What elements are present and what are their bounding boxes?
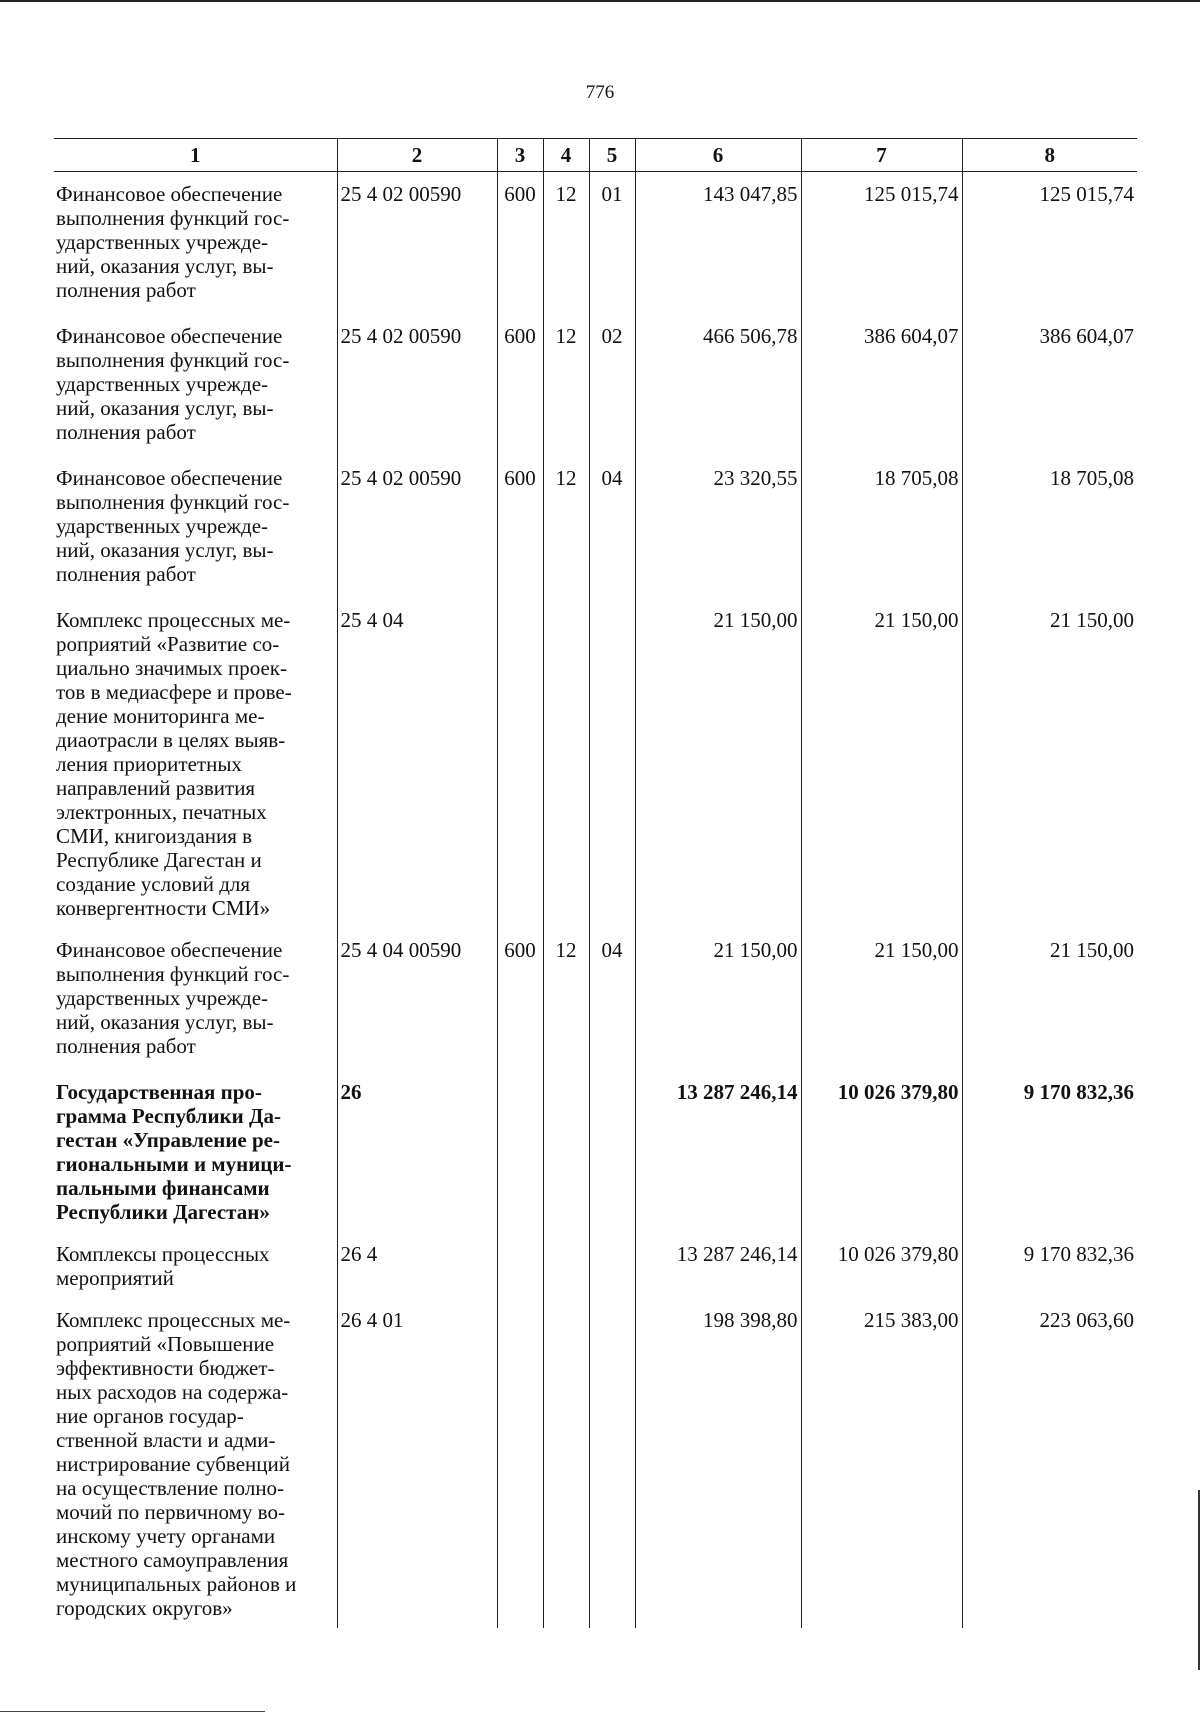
subsection: 01 (589, 172, 635, 315)
budget-code: 25 4 02 00590 (337, 314, 497, 456)
row-name (54, 172, 337, 315)
amount-col8: 9 170 832,36 (962, 1232, 1137, 1298)
row-name-line: дение мониторинга ме- (56, 704, 265, 728)
expense-type (497, 1232, 543, 1298)
row-name-line: полнения работ (56, 278, 196, 302)
row-name-line: ственной власти и адми- (56, 1428, 276, 1452)
budget-code: 25 4 04 00590 (337, 928, 497, 1070)
expense-type: 600 (497, 172, 543, 315)
row-name-line: ударственных учрежде- (56, 986, 269, 1010)
subsection (589, 598, 635, 928)
column-header: 1 (54, 139, 337, 172)
row-name-line: нистрирование субвенций (56, 1452, 290, 1476)
amount-col8: 21 150,00 (962, 598, 1137, 928)
row-name-line: пальными финансами (56, 1176, 270, 1200)
amount-col6: 198 398,80 (635, 1298, 801, 1628)
row-name (54, 1232, 337, 1298)
row-name-line: роприятий «Повышение (56, 1332, 275, 1356)
table-row (54, 928, 1137, 1070)
subsection: 04 (589, 928, 635, 1070)
row-name-line: роприятий «Развитие со- (56, 632, 280, 656)
amount-col6: 466 506,78 (635, 314, 801, 456)
row-name-line: Финансовое обеспечение (56, 182, 283, 206)
row-name-line: ления приоритетных (56, 752, 242, 776)
row-name-line: выполнения функций гос- (56, 962, 290, 986)
row-name (54, 598, 337, 928)
row-name-line: грамма Республики Да- (56, 1104, 281, 1128)
row-name-line: ударственных учрежде- (56, 514, 269, 538)
row-name-line: муниципальных районов и (56, 1572, 297, 1596)
table-row (54, 598, 1137, 928)
budget-code: 25 4 02 00590 (337, 456, 497, 598)
row-name-line: ний, оказания услуг, вы- (56, 538, 274, 562)
row-name-line: гиональными и муници- (56, 1152, 292, 1176)
section: 12 (543, 928, 589, 1070)
amount-col6: 13 287 246,14 (635, 1232, 801, 1298)
row-name-line: мочий по первичному во- (56, 1500, 285, 1524)
section (543, 1070, 589, 1232)
amount-col8: 18 705,08 (962, 456, 1137, 598)
amount-col8: 223 063,60 (962, 1298, 1137, 1628)
budget-code: 26 4 (337, 1232, 497, 1298)
row-name (54, 314, 337, 456)
expense-type: 600 (497, 314, 543, 456)
amount-col6: 23 320,55 (635, 456, 801, 598)
amount-col6: 21 150,00 (635, 928, 801, 1070)
amount-col6: 21 150,00 (635, 598, 801, 928)
row-name-line: ударственных учрежде- (56, 372, 269, 396)
row-name-line: ных расходов на содержа- (56, 1380, 289, 1404)
row-name-line: ударственных учрежде- (56, 230, 269, 254)
amount-col8: 21 150,00 (962, 928, 1137, 1070)
row-name-line: эффективности бюджет- (56, 1356, 275, 1380)
row-name-line: на осуществление полно- (56, 1476, 285, 1500)
expense-type (497, 1070, 543, 1232)
header-row (54, 139, 1137, 172)
table-row (54, 456, 1137, 598)
amount-col6: 143 047,85 (635, 172, 801, 315)
row-name-line: Государственная про- (56, 1080, 262, 1104)
amount-col8: 9 170 832,36 (962, 1070, 1137, 1232)
subsection (589, 1232, 635, 1298)
row-name-line: выполнения функций гос- (56, 348, 290, 372)
bottom-rule (0, 1711, 265, 1712)
budget-code: 26 (337, 1070, 497, 1232)
row-name-line: местного самоуправления (56, 1548, 289, 1572)
table-body (54, 172, 1137, 1629)
table-row (54, 172, 1137, 315)
budget-code: 26 4 01 (337, 1298, 497, 1628)
amount-col7: 386 604,07 (801, 314, 962, 456)
row-name-line: полнения работ (56, 1034, 196, 1058)
expense-type (497, 1298, 543, 1628)
row-name-line: ний, оказания услуг, вы- (56, 1010, 274, 1034)
row-name-line: ний, оказания услуг, вы- (56, 254, 274, 278)
budget-table (54, 138, 1137, 1628)
table-row (54, 1232, 1137, 1298)
amount-col7: 18 705,08 (801, 456, 962, 598)
row-name-line: гестан «Управление ре- (56, 1128, 280, 1152)
amount-col7: 21 150,00 (801, 928, 962, 1070)
section (543, 1232, 589, 1298)
table-row (54, 1298, 1137, 1628)
table-row (54, 1070, 1137, 1232)
row-name-line: создание условий для (56, 872, 251, 896)
amount-col7: 10 026 379,80 (801, 1070, 962, 1232)
table-row (54, 314, 1137, 456)
amount-col8: 386 604,07 (962, 314, 1137, 456)
column-header: 6 (635, 139, 801, 172)
subsection (589, 1298, 635, 1628)
row-name-line: циально значимых проек- (56, 656, 287, 680)
row-name-line: мероприятий (56, 1266, 174, 1290)
row-name-line: Комплексы процессных (56, 1242, 270, 1266)
section (543, 598, 589, 928)
amount-col6: 13 287 246,14 (635, 1070, 801, 1232)
section: 12 (543, 456, 589, 598)
row-name-line: полнения работ (56, 562, 196, 586)
row-name (54, 1298, 337, 1628)
row-name-line: выполнения функций гос- (56, 490, 290, 514)
row-name-line: выполнения функций гос- (56, 206, 290, 230)
column-header: 5 (589, 139, 635, 172)
row-name (54, 1070, 337, 1232)
subsection: 02 (589, 314, 635, 456)
column-header: 3 (497, 139, 543, 172)
subsection: 04 (589, 456, 635, 598)
amount-col7: 125 015,74 (801, 172, 962, 315)
row-name-line: тов в медиасфере и прове- (56, 680, 292, 704)
row-name-line: конвергентности СМИ» (56, 896, 271, 920)
row-name-line: Республики Дагестан» (56, 1200, 270, 1224)
row-name (54, 456, 337, 598)
row-name-line: Комплекс процессных ме- (56, 608, 291, 632)
row-name-line: диаотрасли в целях выяв- (56, 728, 286, 752)
section (543, 1298, 589, 1628)
column-header: 2 (337, 139, 497, 172)
row-name-line: ний, оказания услуг, вы- (56, 396, 274, 420)
top-rule (0, 0, 1200, 2)
column-header: 4 (543, 139, 589, 172)
column-header: 8 (962, 139, 1137, 172)
amount-col7: 215 383,00 (801, 1298, 962, 1628)
row-name-line: городских округов» (56, 1596, 233, 1620)
amount-col7: 21 150,00 (801, 598, 962, 928)
section: 12 (543, 172, 589, 315)
expense-type (497, 598, 543, 928)
row-name-line: СМИ, книгоиздания в (56, 824, 253, 848)
budget-code: 25 4 04 (337, 598, 497, 928)
row-name-line: инскому учету органами (56, 1524, 276, 1548)
page-number: 776 (585, 82, 615, 103)
row-name-line: Финансовое обеспечение (56, 324, 283, 348)
row-name-line: направлений развития (56, 776, 256, 800)
amount-col7: 10 026 379,80 (801, 1232, 962, 1298)
row-name-line: полнения работ (56, 420, 196, 444)
row-name-line: Финансовое обеспечение (56, 466, 283, 490)
row-name-line: ние органов государ- (56, 1404, 244, 1428)
row-name-line: электронных, печатных (56, 800, 267, 824)
expense-type: 600 (497, 456, 543, 598)
subsection (589, 1070, 635, 1232)
section: 12 (543, 314, 589, 456)
row-name-line: Финансовое обеспечение (56, 938, 283, 962)
column-header: 7 (801, 139, 962, 172)
row-name (54, 928, 337, 1070)
row-name-line: Республике Дагестан и (56, 848, 262, 872)
expense-type: 600 (497, 928, 543, 1070)
budget-code: 25 4 02 00590 (337, 172, 497, 315)
amount-col8: 125 015,74 (962, 172, 1137, 315)
row-name-line: Комплекс процессных ме- (56, 1308, 291, 1332)
